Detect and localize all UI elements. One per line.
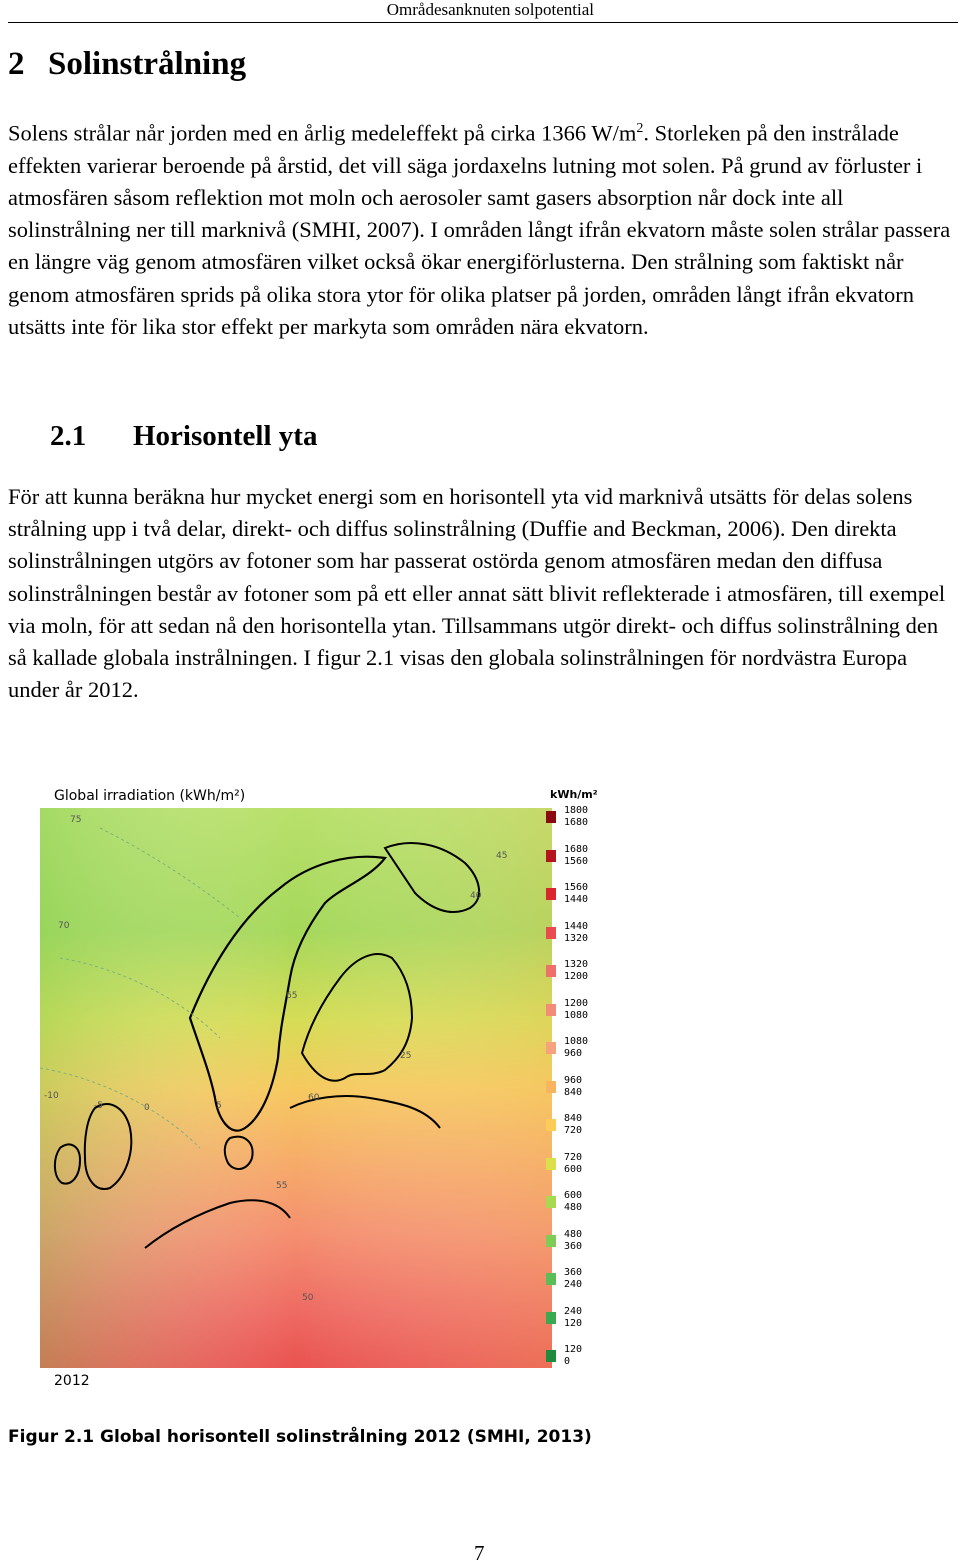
paragraph-intro-part1: Solens strålar når jorden med en årlig medeleffekt på cirka 1366 W/m [8,120,637,146]
superscript-2: 2 [636,121,644,136]
section-heading [50,417,317,455]
legend-lower-value: 1440 [564,894,589,905]
lat-label-40: 40 [470,891,482,901]
legend-item [546,1189,606,1215]
legend-lower-value: 1560 [564,855,589,867]
legend-lower-value: 0 [564,1356,571,1367]
lon-label-5: 5 [216,1101,222,1111]
paragraph-horizontal-surface: För att kunna beräkna hur mycket energi som en horisontell yta vid marknivå utsätts för delas solens strålning upp i två delar, direkt- och diffus solinstrålning (Duffie and Beckman, 2006). Den direkta solinstrålningen utgörs av fotoner som har passerat ostörda genom atmosfären medan den diffusa solinstrålningen består av fotoner som på ett eller annat sätt blivit reflekterade i atmosfären, till exempel via moln, för att sedan nå den horisontella ytan. Tillsammans utgör direkt- och diffus solinstrålning den så kallade globala instrålningen. I figur 2.1 visas den globala solinstrålningen för nordvästra Europa under år 2012. [8,484,946,703]
legend-upper-value: 960 [564,1074,583,1086]
legend-item [546,843,606,869]
legend-upper-value: 1080 [564,1036,589,1047]
figure-caption: Figur 2.1 Global horisontell solinstrålning 2012 (SMHI, 2013) [8,1427,592,1447]
lat-label-60: 60 [308,1093,320,1103]
legend-swatch [546,1004,556,1016]
chapter-number: 2 [8,46,25,82]
legend-swatch [546,811,556,823]
legend-swatch [546,927,556,939]
legend-swatch [546,888,556,900]
paragraph-intro-part2: . Storleken på den instrålade effekten varierar beroende på årstid, det vill säga jordaxelns lutning mot solen. På grund av förluster i atmosfären såsom reflektion mot moln och aerosoler samt gasers absorption når dock inte all solinstrålning ner till marknivå (SMHI, 2007). I områden långt ifrån ekvatorn måste solen strålar passera en längre väg genom atmosfären vilket också ökar energiförlusterna. Den strålning som faktiskt når genom atmosfären sprids på olika stora ytor för olika platser på jorden, områden långt ifrån ekvatorn utsätts inte för lika stor effekt per markyta som områden nära ekvatorn. [8,120,951,339]
legend-upper-value: 120 [564,1344,583,1355]
legend-item [546,1074,606,1100]
legend-swatch [546,965,556,977]
chapter-heading [8,44,246,84]
legend-lower-value: 240 [564,1279,583,1290]
legend-item [546,1228,606,1254]
legend-upper-value: 840 [564,1113,583,1124]
irradiation-map [40,808,552,1368]
legend-swatch [546,1312,556,1324]
legend-lower-value: 480 [564,1202,583,1213]
legend-unit: kWh/m² [550,788,598,801]
legend-upper-value: 1200 [564,997,589,1009]
legend-swatch [546,1273,556,1285]
legend-lower-value: 1200 [564,971,589,982]
legend-upper-value: 240 [564,1305,583,1317]
legend-item [546,997,606,1023]
legend-item [546,1035,606,1061]
legend-item [546,1266,606,1292]
lat-label-55: 55 [276,1181,288,1191]
legend-upper-value: 360 [564,1267,583,1278]
legend-item [546,1305,606,1331]
legend-lower-value: 1320 [564,932,589,944]
legend-swatch [546,1081,556,1093]
legend-swatch [546,1042,556,1054]
header-rule [8,22,958,23]
legend-swatch [546,1119,556,1131]
legend-lower-value: 960 [564,1048,583,1059]
legend-lower-value: 720 [564,1125,583,1136]
legend-swatch [546,850,556,862]
map-title: Global irradiation (kWh/m²) [54,788,246,804]
irradiation-map-figure [36,784,606,1394]
section-number: 2.1 [50,420,87,452]
lat-label-45: 45 [496,851,508,861]
legend-item [546,958,606,984]
page-number: 7 [474,1541,485,1565]
lat-label-70: 70 [58,921,70,931]
lat-label-65: 65 [286,991,298,1001]
lon-label-minus5: -5 [94,1101,103,1111]
legend-upper-value: 1680 [564,843,589,855]
legend-lower-value: 1080 [564,1009,589,1021]
legend-item [546,804,606,830]
legend-upper-value: 1560 [564,882,589,893]
legend-item [546,1112,606,1138]
legend-upper-value: 1440 [564,920,589,932]
legend-lower-value: 1680 [564,817,589,828]
paragraph-intro [8,113,953,343]
legend-upper-value: 1800 [564,805,589,816]
legend-swatch [546,1196,556,1208]
legend-swatch [546,1350,556,1362]
legend-upper-value: 480 [564,1228,583,1240]
legend-item [546,881,606,907]
legend-upper-value: 1320 [564,959,589,970]
legend-upper-value: 600 [564,1190,583,1201]
legend-lower-value: 120 [564,1317,583,1329]
legend-lower-value: 840 [564,1086,583,1098]
legend-upper-value: 720 [564,1151,583,1163]
legend-swatch [546,1158,556,1170]
lon-label-0: 0 [144,1103,150,1113]
running-header: Områdesanknuten solpotential [386,0,594,19]
legend-item [546,1151,606,1177]
legend-item [546,920,606,946]
legend-swatch [546,1235,556,1247]
map-year: 2012 [54,1373,90,1389]
legend-item [546,1343,606,1369]
lat-label-75: 75 [70,815,82,825]
lon-label-minus10: -10 [44,1091,59,1101]
lon-label-25: 25 [400,1051,412,1061]
legend-lower-value: 360 [564,1240,583,1252]
chapter-title: Solinstrålning [48,46,247,82]
legend-lower-value: 600 [564,1163,583,1175]
lat-label-50: 50 [302,1293,314,1303]
section-title: Horisontell yta [133,420,318,452]
